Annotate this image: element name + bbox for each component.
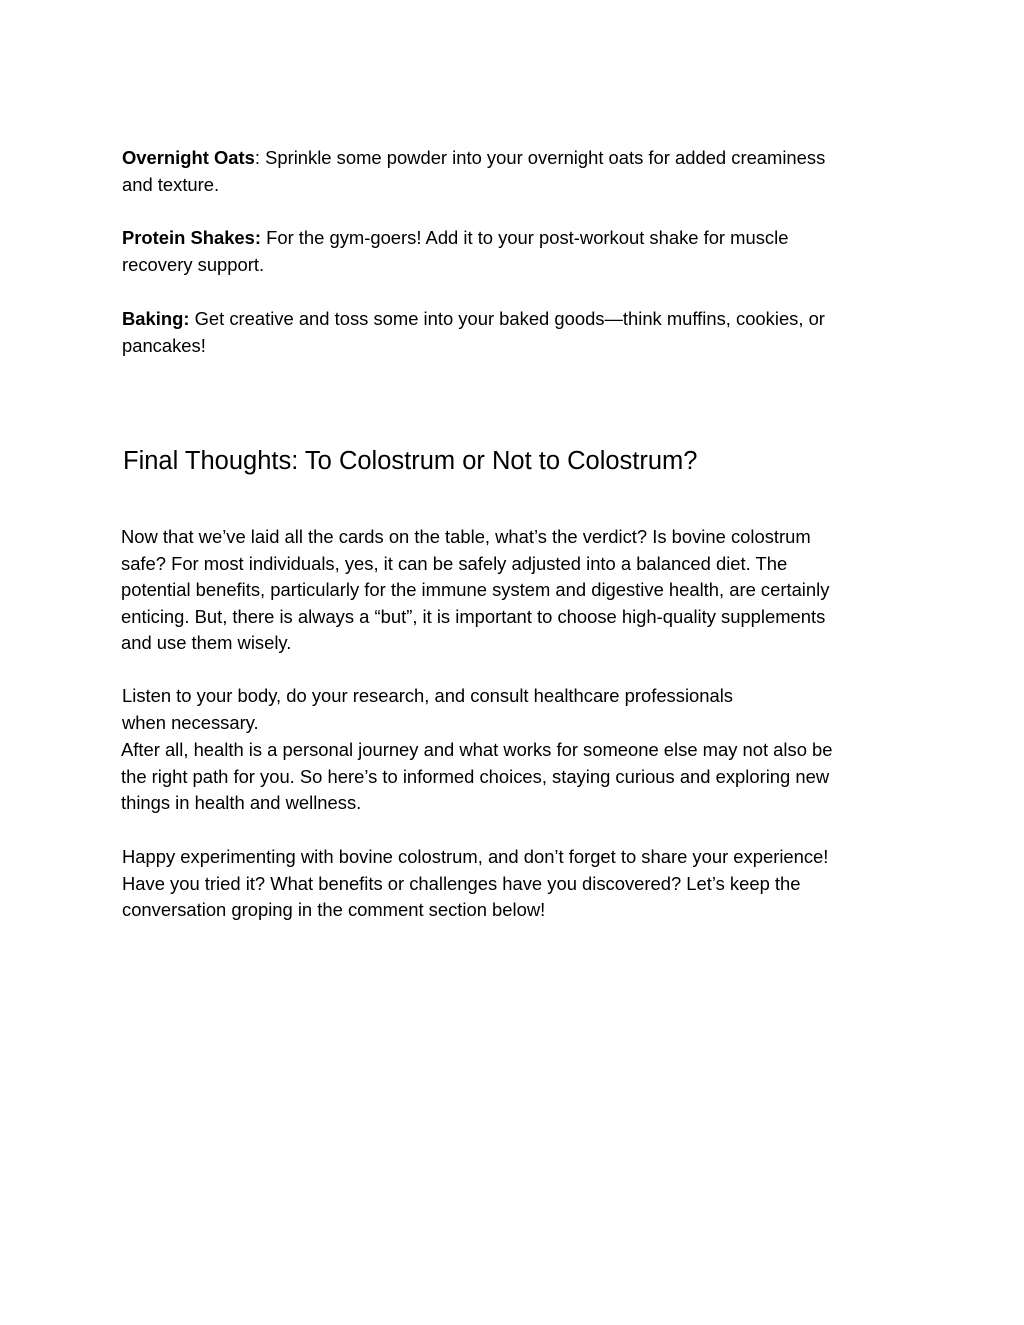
paragraph-line: After all, health is a personal journey and what works for someone else may not also be: [121, 739, 833, 760]
paragraph-line: safe? For most individuals, yes, it can be safely adjusted into a balanced diet. The: [121, 552, 788, 574]
paragraph-line: Happy experimenting with bovine colostrum, and don’t forget to share your experience!: [122, 846, 829, 867]
paragraph-line: and use them wisely.: [121, 632, 292, 654]
paragraph-line: enticing. But, there is always a “but”, it is important to choose high-quality supplements: [121, 605, 826, 627]
tip-label: Baking:: [122, 308, 190, 329]
paragraph-listen: [122, 683, 922, 736]
tip-text: Get creative and toss some into your baked goods—think muffins, cookies, or: [189, 308, 825, 329]
tip-protein-shakes: [122, 225, 922, 278]
tip-text: Sprinkle some powder into your overnight oats for added creaminess: [259, 147, 826, 168]
tip-overnight-oats: [122, 145, 922, 198]
tip-label: Protein Shakes:: [122, 227, 261, 248]
tip-label: Overnight Oats: [122, 147, 255, 168]
tip-line-1: [122, 225, 922, 252]
section-heading: Final Thoughts: To Colostrum or Not to Colostrum?: [123, 447, 698, 475]
tip-line-2: and texture.: [122, 173, 220, 195]
paragraph-happy: [122, 844, 922, 924]
tip-line-2: pancakes!: [122, 334, 206, 356]
paragraph-line: the right path for you. So here’s to informed choices, staying curious and exploring new: [121, 765, 830, 787]
paragraph-line: when necessary.: [122, 711, 259, 733]
paragraph-line: Listen to your body, do your research, and consult healthcare professionals: [122, 685, 733, 706]
paragraph-after-all: [121, 737, 921, 817]
tip-text: For the gym-goers! Add it to your post-workout shake for muscle: [261, 227, 789, 248]
paragraph-line: Have you tried it? What benefits or challenges have you discovered? Let’s keep the: [122, 872, 801, 894]
tip-baking: [122, 306, 922, 359]
paragraph-line: things in health and wellness.: [121, 792, 362, 814]
tip-line-2: recovery support.: [122, 253, 265, 275]
paragraph-verdict: [121, 524, 921, 657]
paragraph-line: potential benefits, particularly for the immune system and digestive health, are certainly: [121, 579, 830, 601]
paragraph-line: conversation groping in the comment section below!: [122, 899, 546, 921]
paragraph-line: Now that we’ve laid all the cards on the table, what’s the verdict? Is bovine colostrum: [121, 526, 811, 547]
tip-separator: :: [254, 147, 260, 168]
tip-line-1: [122, 145, 922, 172]
tip-line-1: [122, 306, 922, 333]
